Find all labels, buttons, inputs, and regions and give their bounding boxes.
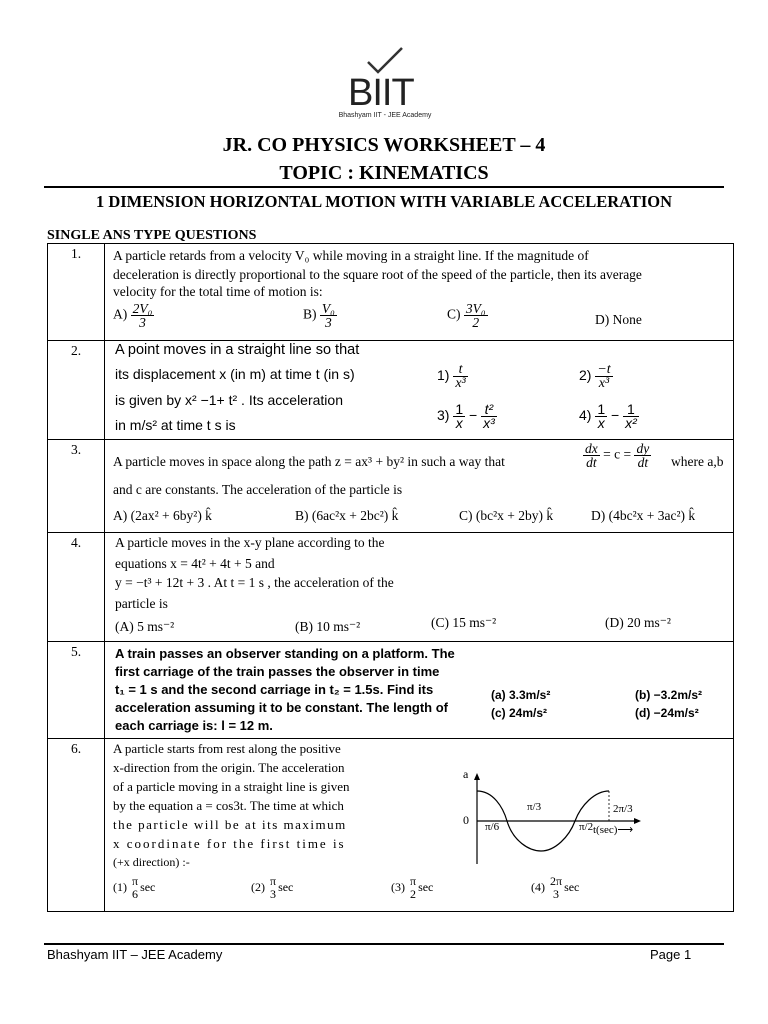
section-heading: SINGLE ANS TYPE QUESTIONS bbox=[47, 228, 257, 243]
option-a[interactable]: A) $\frac{\text{2V₀}}{3}$ bbox=[113, 301, 153, 330]
option-b[interactable]: (b) −3.2m/s² bbox=[635, 688, 703, 702]
question-number: 2. bbox=[48, 341, 105, 440]
topic-title: TOPIC : KINEMATICS bbox=[279, 162, 489, 184]
question-text-line: A train passes an observer standing on a platform. The bbox=[115, 646, 455, 661]
question-text-line: A particle retards from a velocity V₀ while moving in a straight line. If the magnitude of bbox=[113, 248, 589, 263]
question-text-line: A particle moves in the x-y plane according to the bbox=[115, 535, 385, 550]
option-1[interactable]: (1) π 6 sec bbox=[113, 874, 156, 901]
option-3[interactable]: (3) π 2 sec bbox=[391, 874, 434, 901]
question-row-1 bbox=[48, 244, 734, 341]
option-c[interactable]: C) (bc²x + 2by) k̂ bbox=[459, 508, 554, 523]
option-d[interactable]: D) (4bc²x + 3ac²) k̂ bbox=[591, 508, 696, 523]
question-text-line: A particle starts from rest along the positive bbox=[113, 741, 341, 756]
header-divider bbox=[44, 186, 724, 188]
logo-subtext: Bhashyam IIT - JEE Academy bbox=[338, 112, 432, 119]
graph-label-t: t(sec)⟶ bbox=[593, 824, 634, 836]
question-text-line: particle is bbox=[115, 596, 168, 611]
question-row-3 bbox=[48, 440, 734, 533]
question-text-line: y = −t³ + 12t + 3 . At t = 1 s , the acceleration of the bbox=[115, 575, 394, 590]
question-text-line: A point moves in a straight line so that bbox=[115, 342, 360, 358]
question-number: 6. bbox=[48, 739, 105, 912]
option-d[interactable]: (D) 20 ms⁻² bbox=[605, 615, 671, 630]
question-number: 4. bbox=[48, 533, 105, 642]
option-c[interactable]: C) $\frac{\text{3V₀}}{2}$ bbox=[447, 301, 486, 330]
question-text-line: where a,b bbox=[671, 454, 724, 469]
footer-academy: Bhashyam IIT – JEE Academy bbox=[47, 947, 223, 962]
question-number: 5. bbox=[48, 642, 105, 739]
question-text-line: deceleration is directly proportional to the square root of the speed of the particle, then its average bbox=[113, 267, 642, 282]
graph-label-pi3: π/3 bbox=[527, 801, 542, 813]
graph-label-pi6: π/6 bbox=[485, 821, 500, 833]
graph-label-2pi3: 2π/3 bbox=[613, 803, 633, 815]
option-2[interactable]: 2) $\frac{-t}{\text{x³}}$ bbox=[579, 362, 611, 391]
footer-divider bbox=[44, 943, 724, 945]
graph-label-zero: 0 bbox=[463, 813, 469, 827]
question-text-line: A particle moves in space along the path z = ax³ + by² in such a way that bbox=[113, 454, 505, 469]
option-4[interactable]: (4) 2π 3 sec bbox=[531, 874, 580, 901]
question-row-2 bbox=[48, 341, 734, 440]
question-number: 3. bbox=[48, 440, 105, 533]
question-text-line: x-direction from the origin. The acceleration bbox=[113, 760, 345, 775]
question-text-line: is given by x² −1+ t² . Its acceleration bbox=[115, 392, 343, 408]
question-row-6 bbox=[48, 739, 734, 912]
page-number: Page 1 bbox=[650, 947, 692, 962]
question-text-line: each carriage is: l = 12 m. bbox=[115, 718, 273, 733]
questions-table bbox=[47, 243, 734, 912]
option-d[interactable]: D) None bbox=[595, 312, 642, 327]
graph-label-a: a bbox=[463, 767, 469, 781]
question-text-line: acceleration assuming it to be constant. The length of bbox=[115, 700, 448, 715]
option-a[interactable]: (A) 5 ms⁻² bbox=[115, 619, 175, 634]
option-4[interactable]: 4) $\frac{1}{x}$ − $\frac{1}{\text{x²}}$ bbox=[579, 401, 637, 431]
question-text-line: x coordinate for the first time is bbox=[113, 836, 346, 851]
question-row-4 bbox=[48, 533, 734, 642]
question-text-line: and c are constants. The acceleration of the particle is bbox=[113, 482, 403, 497]
option-3[interactable]: 3) $\frac{1}{x}$ − $\frac{\text{t²}}{\text{x³}}$ bbox=[437, 401, 495, 431]
cosine-graph bbox=[455, 769, 645, 869]
question-text-line: equations x = 4t² + 4t + 5 and bbox=[115, 556, 275, 571]
question-text-line: in m/s² at time t s is bbox=[115, 417, 236, 433]
option-2[interactable]: (2) π 3 sec bbox=[251, 874, 294, 901]
question-row-5 bbox=[48, 642, 734, 739]
question-number: 1. bbox=[48, 244, 105, 341]
question-text-line: t₁ = 1 s and the second carriage in t₂ = 1.5s. Find its bbox=[115, 682, 434, 697]
sub-topic-title: 1 DIMENSION HORIZONTAL MOTION WITH VARIABLE ACCELERATION bbox=[95, 192, 673, 211]
option-b[interactable]: (B) 10 ms⁻² bbox=[295, 619, 361, 634]
question-text-line: by the equation a = cos3t. The time at which bbox=[113, 798, 344, 813]
arrow-up-icon bbox=[474, 773, 480, 780]
option-a[interactable]: (a) 3.3m/s² bbox=[491, 688, 551, 702]
option-1[interactable]: 1) $\frac{t}{\text{x³}}$ bbox=[437, 362, 466, 391]
graph-label-pi2: π/2 bbox=[579, 821, 594, 833]
option-b[interactable]: B) $\frac{\text{V₀}}{3}$ bbox=[303, 301, 335, 330]
question-text-line: velocity for the total time of motion is: bbox=[113, 284, 323, 299]
question-text-line: (+x direction) :- bbox=[113, 855, 190, 869]
arrow-right-icon bbox=[634, 818, 641, 824]
option-c[interactable]: (c) 24m/s² bbox=[491, 706, 548, 720]
option-c[interactable]: (C) 15 ms⁻² bbox=[431, 615, 497, 630]
logo-text: BIIT bbox=[348, 72, 414, 114]
question-text-line: its displacement x (in m) at time t (in s) bbox=[115, 366, 355, 382]
option-a[interactable]: A) (2ax² + 6by²) k̂ bbox=[113, 508, 212, 523]
worksheet-title: JR. CO PHYSICS WORKSHEET – 4 bbox=[222, 134, 546, 156]
question-text-line: of a particle moving in a straight line is given bbox=[113, 779, 350, 794]
question-text-line: first carriage of the train passes the observer in time bbox=[115, 664, 440, 679]
option-b[interactable]: B) (6ac²x + 2bc²) k̂ bbox=[295, 508, 399, 523]
question-text-line: the particle will be at its maximum bbox=[113, 817, 347, 832]
logo bbox=[330, 44, 440, 124]
rate-equation: $\frac{dx}{dt}$ = c = $\frac{dy}{dt}$ bbox=[585, 441, 650, 470]
option-d[interactable]: (d) −24m/s² bbox=[635, 706, 699, 720]
